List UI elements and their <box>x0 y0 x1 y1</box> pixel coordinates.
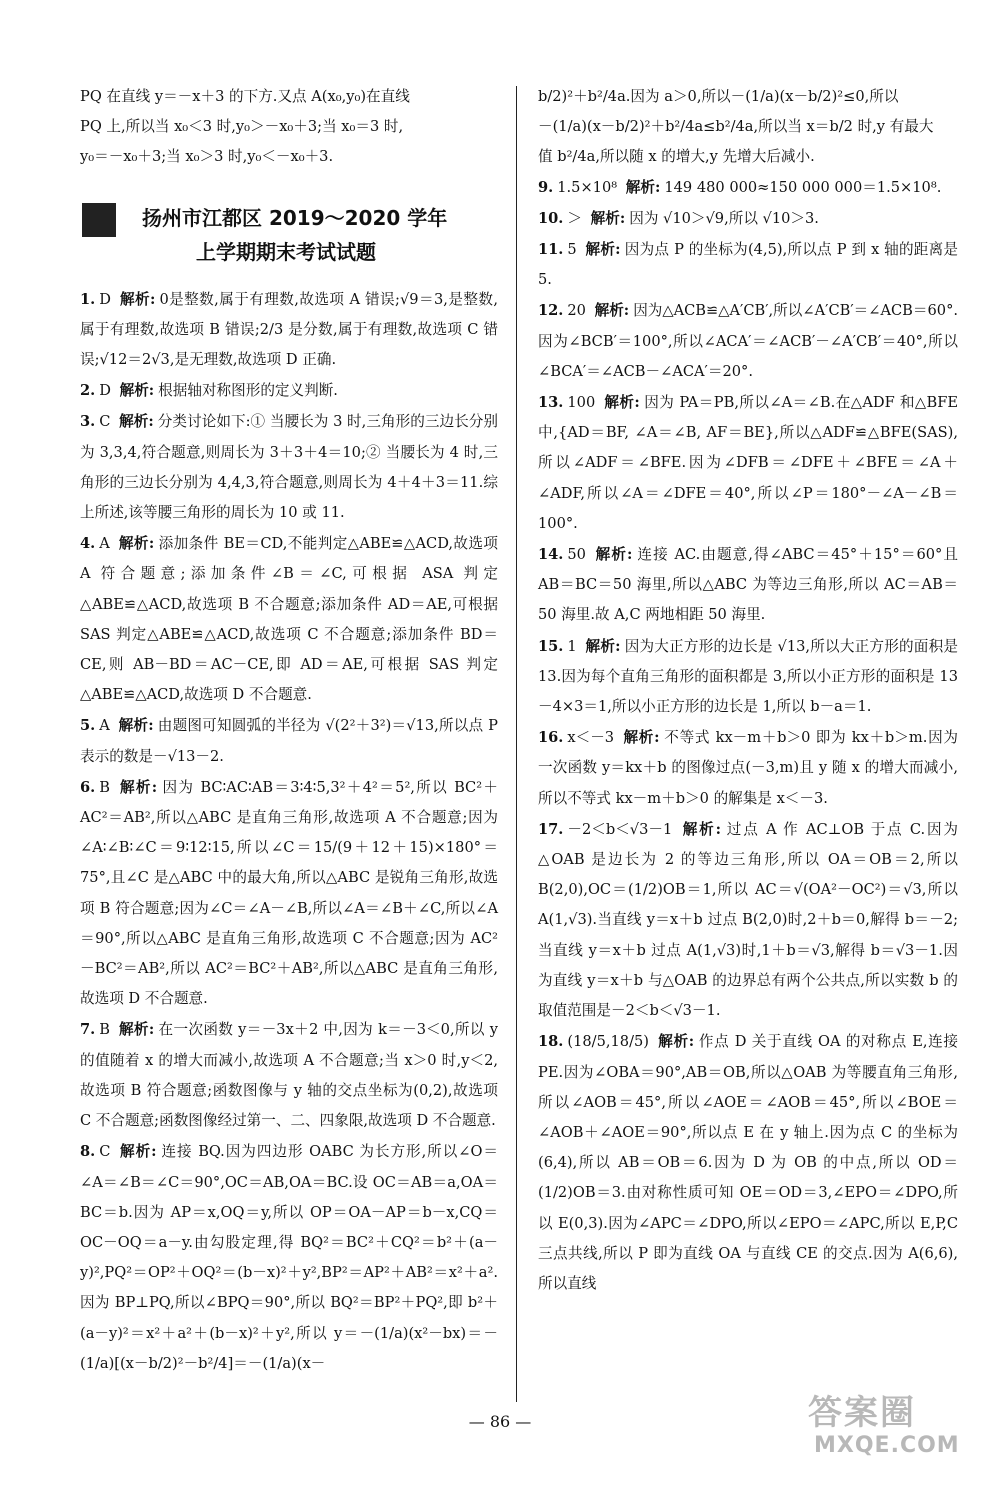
analysis-text: 添加条件 BE＝CD,不能判定△ABE≌△ACD,故选项 A 符合题意;添加条件∠B＝∠C,可根据 ASA 判定△ABE≌△ACD,故选项 B 不合题意;添加条件 AD＝AE,可根据 SAS 判定△ABE≌△ACD,故选项 C 不合题意;添加条件 BD＝CE,则 AB－BD＝AC－CE,即 AD＝AE,可根据 SAS 判定△ABE≌△ACD,故选项 D 不合题意. <box>80 535 499 704</box>
left-intro-line: PQ 上,所以当 x₀＜3 时,y₀＞－x₀＋3;当 x₀＝3 时, <box>80 118 404 136</box>
answer-choice: 100 <box>567 394 596 412</box>
right-column <box>538 82 958 1300</box>
answer-item <box>538 540 958 631</box>
analysis-text: 0是整数,属于有理数,故选项 A 错误;√9＝3,是整数,属于有理数,故选项 B 错误;2/3 是分数,属于有理数,故选项 C 错误;√12＝2√3,是无理数,故选项 D 正确. <box>80 290 499 369</box>
left-answer-list <box>80 285 498 1379</box>
answer-item <box>538 173 958 203</box>
answer-number: 7. <box>80 1021 96 1039</box>
analysis-label: 解析: <box>118 717 154 735</box>
analysis-label: 解析: <box>585 637 621 655</box>
analysis-text: 因为点 P 的坐标为(4,5),所以点 P 到 x 轴的距离是 5. <box>538 241 958 289</box>
answer-choice: C <box>99 1143 111 1161</box>
answer-number: 14. <box>538 546 564 564</box>
answer-item <box>538 815 958 1026</box>
analysis-label: 解析: <box>119 778 158 796</box>
analysis-text: 由题图可知圆弧的半径为 √(2²＋3²)＝√13,所以点 P 表示的数是－√13－2. <box>80 717 498 765</box>
answer-choice: 20 <box>567 302 586 320</box>
answer-item <box>80 285 498 376</box>
analysis-label: 解析: <box>120 290 156 308</box>
answer-choice: 5 <box>567 241 577 259</box>
left-intro-line: PQ 在直线 y＝－x＋3 的下方.又点 A(x₀,y₀)在直线 <box>80 88 410 105</box>
analysis-text: 连接 BQ.因为四边形 OABC 为长方形,所以∠O＝∠A＝∠B＝∠C＝90°,OC＝AB,OA＝BC.设 OC＝AB＝a,OA＝BC＝b.因为 AP＝x,OQ＝y,所以 OP＝OA－AP＝b－x,CQ＝OC－OQ＝a－y.由勾股定理,得 BQ²＝BC²＋CQ²＝b²＋(a－y)²,PQ²＝OP²＋OQ²＝(b－x)²＋y²,BP²＝AP²＋AB²＝x²＋a².因为 BP⊥PQ,所以∠BPQ＝90°,所以 BQ²＝BP²＋PQ²,即 b²＋(a－y)²＝x²＋a²＋(b－x)²＋y²,所以 y＝－(1/a)(x²－bx)＝－(1/a)[(x－b/2)²－b²/4]＝－(1/a)(x－ <box>80 1143 499 1372</box>
analysis-text: 因为 √10＞√9,所以 √10＞3. <box>629 209 819 227</box>
analysis-label: 解析: <box>682 820 721 838</box>
answer-choice: －2＜b＜√3－1 <box>567 820 673 838</box>
analysis-label: 解析: <box>119 382 155 400</box>
answer-number: 12. <box>538 302 564 320</box>
analysis-label: 解析: <box>120 1143 157 1161</box>
answer-item <box>538 723 958 814</box>
analysis-text: 在一次函数 y＝－3x＋2 中,因为 k＝－3＜0,所以 y 的值随着 x 的增大而减小,故选项 A 不合题意;当 x＞0 时,y＜2,故选项 B 符合题意;函数图像与 y 轴的交点坐标为(0,2),故选项 C 不合题意;函数图像经过第一、二、四象限,故选项 D 不合题意. <box>80 1021 498 1130</box>
answer-number: 9. <box>538 178 554 196</box>
answer-choice: B <box>99 778 110 796</box>
answer-number: 10. <box>538 209 564 227</box>
answer-choice: 1 <box>567 637 577 655</box>
analysis-text: 不等式 kx－m＋b＞0 即为 kx＋b＞m.因为一次函数 y＝kx＋b 的图像过点(－3,m)且 y 随 x 的增大而减小,所以不等式 kx－m＋b＞0 的解集是 x＜－3. <box>538 729 958 807</box>
analysis-text: 因为 BC∶AC∶AB＝3∶4∶5,3²＋4²＝5²,所以 BC²＋AC²＝AB²,所以△ABC 是直角三角形,故选项 A 不合题意;因为∠A∶∠B∶∠C＝9∶12∶15,所以∠C＝15/(9＋12＋15)×180°＝75°,且∠C 是△ABC 中的最大角,所以△ABC 是锐角三角形,故选项 B 符合题意;因为∠C＝∠A－∠B,所以∠A＝∠B＋∠C,所以∠A＝90°,所以△ABC 是直角三角形,故选项 C 不合题意;因为 AC²－BC²＝AB²,所以 AC²＝BC²＋AB²,所以△ABC 是直角三角形,故选项 D 不合题意. <box>80 778 498 1008</box>
right-intro-line: 值 b²/4a,所以随 x 的增大,y 先增大后减小. <box>538 148 815 166</box>
answer-number: 2. <box>80 382 96 400</box>
section-marker-icon <box>82 203 116 237</box>
column-divider <box>516 86 517 1402</box>
answer-item <box>80 529 498 710</box>
analysis-text: 过点 A 作 AC⊥OB 于点 C.因为△OAB 是边长为 2 的等边三角形,所以 OA＝OB＝2,所以 B(2,0),OC＝(1/2)OB＝1,所以 AC＝√(OA²－OC²)＝√3,所以 A(1,√3).当直线 y＝x＋b 过点 B(2,0)时,2＋b＝0,解得 b＝－2;当直线 y＝x＋b 过点 A(1,√3)时,1＋b＝√3,解得 b＝√3－1.因为直线 y＝x＋b 与△OAB 的边界总有两个公共点,所以实数 b 的取值范围是－2＜b＜√3－1. <box>538 820 959 1020</box>
analysis-label: 解析: <box>118 1021 155 1039</box>
answer-item <box>80 1015 498 1136</box>
answer-item <box>538 204 958 234</box>
answer-choice: D <box>99 290 111 308</box>
answer-choice: 1.5×10⁸ <box>557 178 618 196</box>
answer-choice: 50 <box>567 546 586 564</box>
analysis-label: 解析: <box>625 178 661 196</box>
answer-choice: D <box>99 382 111 400</box>
answer-number: 15. <box>538 637 564 655</box>
answer-choice: A <box>99 717 110 735</box>
answer-number: 4. <box>80 535 96 553</box>
analysis-text: 因为大正方形的边长是 √13,所以大正方形的面积是 13.因为每个直角三角形的面积都是 3,所以小正方形的面积是 13－4×3＝1,所以小正方形的边长是 1,所以 b－a＝1. <box>538 637 958 716</box>
section-heading-line2: 上学期期末考试试题 <box>196 239 376 264</box>
answer-item <box>80 376 498 406</box>
page-number: — 86 — <box>468 1412 532 1431</box>
answer-item <box>80 1137 498 1379</box>
analysis-text: 作点 D 关于直线 OA 的对称点 E,连接 PE.因为∠OBA＝90°,AB＝OB,所以△OAB 为等腰直角三角形,所以∠AOB＝45°,所以∠AOE＝∠AOB＝45°,所以∠BOE＝∠AOB＋∠AOE＝90°,所以点 E 在 y 轴上.因为点 C 的坐标为(6,4),所以 AB＝OB＝6.因为 D 为 OB 的中点,所以 OD＝(1/2)OB＝3.由对称性质可知 OE＝OD＝3,∠EPO＝∠DPO,所以 E(0,3).因为∠APC＝∠DPO,所以∠EPO＝∠APC,所以 E,P,C 三点共线,所以 P 即为直线 OA 与直线 CE 的交点.因为 A(6,6),所以直线 <box>538 1033 959 1292</box>
answer-number: 18. <box>538 1033 564 1051</box>
left-intro-line: y₀＝－x₀＋3;当 x₀＞3 时,y₀＜－x₀＋3. <box>80 148 334 166</box>
answer-number: 11. <box>538 241 564 259</box>
analysis-label: 解析: <box>585 241 621 259</box>
answer-item <box>538 388 958 539</box>
answer-item <box>80 407 498 528</box>
answer-choice: (18/5,18/5) <box>567 1033 649 1051</box>
left-column <box>80 82 498 1380</box>
answer-number: 13. <box>538 394 564 412</box>
right-intro-line: －(1/a)(x－b/2)²＋b²/4a≤b²/4a,所以当 x＝b/2 时,y 有最大 <box>538 118 934 136</box>
answer-choice: A <box>99 535 110 553</box>
answer-item <box>80 711 498 771</box>
analysis-text: 因为 PA＝PB,所以∠A＝∠B.在△ADF 和△BFE 中,{AD＝BF, ∠A＝∠B, AF＝BE},所以△ADF≌△BFE(SAS),所以∠ADF＝∠BFE.因为∠DFB＝∠DFE＋∠BFE＝∠A＋∠ADF,所以∠A＝∠DFE＝40°,所以∠P＝180°－∠A－∠B＝100°. <box>538 394 959 532</box>
answer-number: 8. <box>80 1143 96 1161</box>
analysis-label: 解析: <box>118 535 155 553</box>
analysis-label: 解析: <box>594 302 630 320</box>
right-intro-line: b/2)²＋b²/4a.因为 a＞0,所以－(1/a)(x－b/2)²≤0,所以 <box>538 88 899 105</box>
section-heading <box>80 197 498 271</box>
answer-choice: x＜－3 <box>567 729 615 747</box>
analysis-label: 解析: <box>604 394 640 412</box>
analysis-text: 连接 AC.由题意,得∠ABC＝45°＋15°＝60°且 AB＝BC＝50 海里,所以△ABC 为等边三角形,所以 AC＝AB＝50 海里.故 A,C 两地相距 50 海里. <box>538 546 958 624</box>
analysis-text: 因为△ACB≌△A′CB′,所以∠A′CB′＝∠ACB＝60°.因为∠BCB′＝100°,所以∠ACA′＝∠ACB′－∠A′CB′＝40°,所以∠BCA′＝∠ACB－∠ACA′＝20°. <box>538 302 958 380</box>
analysis-text: 根据轴对称图形的定义判断. <box>158 382 338 400</box>
answer-number: 6. <box>80 778 96 796</box>
answer-choice: ＞ <box>567 209 582 227</box>
answer-number: 16. <box>538 729 564 747</box>
answer-choice: B <box>99 1021 110 1039</box>
watermark-logo: 答案圈 MXQE.COM <box>808 1393 960 1458</box>
analysis-label: 解析: <box>623 729 660 747</box>
answer-choice: C <box>99 413 111 431</box>
analysis-label: 解析: <box>590 209 626 227</box>
analysis-text: 149 480 000≈150 000 000＝1.5×10⁸. <box>664 178 942 196</box>
answer-item <box>538 296 958 387</box>
answer-item <box>538 1027 958 1299</box>
analysis-text: 分类讨论如下:① 当腰长为 3 时,三角形的三边长分别为 3,3,4,符合题意,则周长为 3＋3＋4＝10;② 当腰长为 4 时,三角形的三边长分别为 4,4,3,符合题意,则周长为 4＋4＋3＝11.综上所述,该等腰三角形的周长为 10 或 11. <box>80 413 499 522</box>
answer-item <box>538 235 958 295</box>
answer-item <box>538 632 958 723</box>
answer-number: 17. <box>538 820 564 838</box>
answer-number: 3. <box>80 413 96 431</box>
analysis-label: 解析: <box>658 1033 695 1051</box>
answer-number: 1. <box>80 290 96 308</box>
answer-number: 5. <box>80 717 96 735</box>
analysis-label: 解析: <box>595 546 633 564</box>
analysis-label: 解析: <box>119 413 154 431</box>
answer-item <box>80 773 498 1015</box>
right-answer-list <box>538 173 958 1300</box>
section-heading-line1: 扬州市江都区 2019～2020 学年 <box>142 205 448 230</box>
